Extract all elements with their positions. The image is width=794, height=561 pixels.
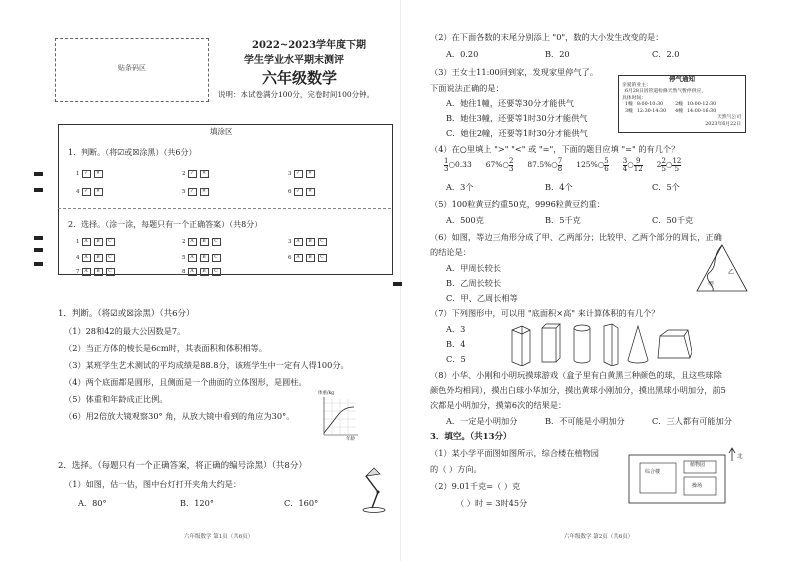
notice-line: 6月28日因管道检修天然气暂停供应， [625,89,707,94]
gas-notice [618,75,746,133]
q1-item: （6）用2倍放大镜观察30° 角，从放大镜中看到的角应为30°。 [64,411,295,421]
mc-bubble[interactable]: C [106,268,115,276]
tf-bubble-group [76,170,104,178]
mc-bubble[interactable]: C [318,254,327,262]
q3-1-question-cont: 的（ ）方向。 [430,464,482,474]
mc-bubble-group [182,254,222,262]
mc-bubble[interactable]: C [318,238,327,246]
notice-line: 亲爱的业主： [622,82,651,88]
q1-item: （2）当正方体的棱长是6cm时，其表面积和体积相等。 [64,343,267,353]
mc-bubble-group [76,238,116,246]
graph-x-label: 年龄 [346,437,355,442]
answer-sheet-sec1: 1．判断。（将☑或☒涂黑）（共6分） [68,148,197,157]
mc-number: 4 [76,255,80,261]
barcode-area [55,38,209,102]
mc-bubble[interactable]: A [82,268,91,276]
tf-number: 3 [288,171,292,177]
fraction: $\frac{9}{12}$ [633,157,643,173]
q2-4-question: （4）在○里填上 ">" "<" 或 "="，下面的题目应填 "=" 的有几个？ [430,144,680,154]
q2-2-option-c: C．2.0 [652,49,680,59]
fraction: $\frac{1}{3}$ [444,157,449,173]
graph-y-label: 体重/kg [318,391,335,396]
q2-5-option-b: B．5千克 [545,215,581,225]
mc-bubble[interactable]: B [200,254,209,262]
tf-bubble[interactable]: ✓ [188,188,197,196]
mc-bubble[interactable]: A [82,238,91,246]
q3-2-question: （2）9.01千克=（ ）克 [430,481,521,491]
mc-bubble[interactable]: B [94,268,103,276]
mc-bubble[interactable]: A [294,238,303,246]
solid-figures [508,322,692,366]
tf-bubble[interactable]: ✓ [294,170,303,178]
notice-cell: 10:00-12:30 [686,102,717,107]
q2-3-prompt: 下面说法正确的是： [430,83,504,93]
desk-lamp-image [356,462,392,514]
q1-item: （4）两个底面都是圆形，且侧面是一个曲面的立体图形，是圆柱。 [64,377,307,387]
mc-bubble[interactable]: B [94,254,103,262]
tf-bubble-group [76,188,104,196]
answer-sheet [58,124,393,275]
q2-8-option-c: C．三人都有可能加分 [652,416,732,426]
q2-5-question: （5）100粒黄豆约重50克，9996粒黄豆约重： [430,199,605,209]
q2-2-question: （2）在下面各数的末尾分别添上 "0"，数的大小发生改变的是： [430,32,664,42]
answer-sheet-divider [58,208,391,209]
triangle-label-jia: 甲 [708,281,715,288]
q1-item: （3）某班学生艺术测试的平均成绩是88.8分，该班学生中一定有人得100分。 [64,360,349,370]
mc-bubble[interactable]: A [188,254,197,262]
mc-bubble-group [76,268,116,276]
q2-3-question: （3）王女士11:00回到家，发现家里停气了。 [430,67,598,77]
school-map [628,447,742,505]
q2-7-option-c: C．5 [446,354,466,364]
q2-5-option-a: A．500克 [446,215,484,225]
q2-1-option-b: B．120° [180,498,214,508]
q2-1-option-c: C．160° [284,498,319,508]
q2-6-option-b: B．乙周长较长 [446,278,502,288]
mc-bubble[interactable]: B [200,268,209,276]
notice-title: 停气通知 [669,75,695,83]
mc-number: 5 [182,255,186,261]
comparison-expression: 125%○ $\frac{5}{6}$ [576,157,609,173]
map-label-garden: 植物园 [690,462,706,468]
tf-bubble[interactable]: ✕ [200,188,209,196]
right-page-footer: 六年级数学 第2页（共6页） [564,534,634,540]
answer-sheet-sec2: 2．选择。（涂一涂，每题只有一个正确答案）（共8分） [68,220,263,229]
mc-bubble-group [76,254,116,262]
title-exam: 学生学业水平期末测评 [244,55,344,66]
alignment-marker [34,188,43,192]
notice-date: 2023年6月22日 [705,121,741,127]
mc-bubble-group [288,238,328,246]
q2-6-option-c: C．甲、乙周长相等 [446,293,518,303]
q2-8-question-cont: 颜色外均相同），摸出白球小华加分，摸出黄球小刚加分，摸出黑球小明加分，前5 [430,385,726,395]
mc-number: 2 [182,239,186,245]
tf-number: 1 [76,171,80,177]
q1-item: （5）体重和年龄成正比例。 [64,394,168,404]
comparison-expression: $\frac{3}{4}$ ○ $\frac{9}{12}$ [622,157,643,173]
q2-3-option-a: A．她往1幢，还要等30分才能供气 [446,98,574,108]
tf-number: 5 [182,189,186,195]
alignment-marker [34,248,43,252]
mc-bubble[interactable]: C [106,238,115,246]
mc-bubble[interactable]: C [212,254,221,262]
q2-4-option-b: B．4个 [545,182,573,192]
tf-bubble[interactable]: ✓ [82,170,91,178]
comparison-expression: 67%○ $\frac{2}{3}$ [485,157,514,173]
q2-6-option-a: A．甲周长较长 [446,263,502,273]
mc-bubble[interactable]: C [212,238,221,246]
q2-4-option-a: A．3个 [446,182,474,192]
alignment-marker [34,172,43,176]
title-subject: 六年级数学 [262,69,338,87]
mc-number: 1 [76,239,80,245]
mc-bubble[interactable]: C [106,254,115,262]
mc-bubble[interactable]: B [94,238,103,246]
barcode-label: 贴条码区 [118,64,146,72]
page-divider [400,0,401,561]
q2-1-option-a: A．80° [78,498,107,508]
mc-bubble[interactable]: B [306,238,315,246]
q2-7-question: （7）下列图形中，可以用 "底面积×高" 来计算体积的有几个？ [430,308,660,318]
q2-3-option-c: C．她住2幢，还要等1时30分才能供气 [446,128,588,138]
tf-bubble-group [182,170,210,178]
q2-6-question: （6）如图，等边三角形分成了甲、乙两部分；比较甲、乙两个部分的周长，正确 [430,232,722,242]
mc-number: 8 [182,269,186,275]
q1-item: （1）28和42的最大公因数是7。 [64,326,186,336]
tf-bubble[interactable]: ✕ [200,170,209,178]
notice-cell: 2幢 [675,102,683,107]
fraction: $\frac{12}{5}$ [672,157,682,173]
q2-4-option-c: C．5个 [652,182,680,192]
notice-cell: 1幢 [625,102,633,107]
q2-8-question: （8）小华、小刚和小明玩摸球游戏（盒子里有白黄黑三种颜色的球，且这些球除 [430,370,722,380]
q3-title: 3．填空。（共13分） [430,432,512,442]
tf-bubble-group [288,188,316,196]
mc-bubble[interactable]: A [82,254,91,262]
tf-bubble[interactable]: ✕ [94,170,103,178]
mc-bubble[interactable]: A [188,268,197,276]
comparison-expression: 87.5%○ $\frac{7}{8}$ [527,157,563,173]
tf-bubble[interactable]: ✓ [188,170,197,178]
notice-cell: 4幢 [675,108,683,114]
q2-3-option-b: B．她住3幢，还要等1时30分才能供气 [446,113,588,123]
q2-8-option-a: A．一定是小明加分 [446,416,518,426]
tf-number: 6 [288,189,292,195]
mc-number: 6 [288,255,292,261]
fraction: $\frac{5}{6}$ [604,157,609,173]
triangle-label-yi: 乙 [728,269,735,276]
mc-number: 3 [288,239,292,245]
fraction: $\frac{3}{4}$ [622,157,628,173]
q2-8-question-cont: 次都是小明加分，摸第6次的结果是： [430,400,567,410]
mc-bubble[interactable]: B [200,238,209,246]
q2-8-option-b: B．不可能是小明加分 [545,416,625,426]
q2-4-expressions [444,158,681,173]
instructions: 说明：本试卷满分100分，完卷时间100分钟。 [218,90,375,99]
q2-1-question: （1）如图，估一估，图中台灯打开夹角大约是： [64,479,242,489]
notice-sign: 天然气公司 [717,115,741,120]
notice-cell: 8:00-10:30 [636,102,664,107]
notice-cell: 3幢 [625,108,633,114]
tf-bubble[interactable]: ✕ [306,188,315,196]
notice-cell: 12:30-14:30 [636,108,667,114]
comparison-expression: $\frac{1}{3}$ ○0.33 [444,157,472,173]
tf-bubble[interactable]: ✓ [82,188,91,196]
q2-2-option-a: A．0.20 [446,49,479,59]
alignment-marker [34,236,43,240]
tf-bubble[interactable]: ✓ [294,188,303,196]
fraction: $\frac{2}{5}$ [661,157,666,173]
mc-bubble-group [182,268,222,276]
mc-bubble[interactable]: A [294,254,303,262]
map-label-field: 操场 [692,483,703,489]
q2-title: 2．选择。（每题只有一个正确答案，将正确的编号涂黑）（共8分） [58,461,307,471]
q1-title: 1．判断。（将☑或☒涂黑）（共6分） [58,309,195,319]
notice-line: 具体时间： [622,95,646,101]
tf-bubble[interactable]: ✕ [94,188,103,196]
notice-cell: 14:00-16:30 [687,108,717,114]
map-label-complex: 综合楼 [645,469,661,475]
tf-number: 2 [182,171,186,177]
mc-bubble[interactable]: B [306,254,315,262]
fraction: $\frac{2}{3}$ [508,157,514,173]
q2-7-option-b: B．4 [446,339,466,349]
tf-bubble-group [182,188,210,196]
triangle-figure [695,243,749,295]
q2-6-question-cont: 的结论是： [430,247,471,257]
mc-bubble-group [182,238,222,246]
map-north-label: 北 [737,454,743,460]
q2-5-option-c: C．50千克 [652,215,694,225]
tf-bubble-group [288,170,316,178]
mc-bubble[interactable]: A [188,238,197,246]
mc-number: 7 [76,269,80,275]
comparison-expression: 2 $\frac{2}{5}$ ○ $\frac{12}{5}$ [656,157,682,173]
fraction: $\frac{7}{8}$ [557,157,563,173]
tf-bubble[interactable]: ✕ [306,170,315,178]
q2-7-option-a: A．3 [446,324,466,334]
alignment-marker [34,262,43,266]
title-year: 2022~2023学年度下期 [252,40,367,51]
q3-2-question-cont: （ ）时 = 3时45分 [456,498,528,508]
alignment-marker [393,282,402,286]
left-page-footer: 六年级数学 第1页（共6页） [184,534,254,540]
answer-sheet-heading: 填涂区 [210,127,233,136]
mc-bubble-group [288,254,328,262]
mc-bubble[interactable]: C [212,268,221,276]
q2-2-option-b: B．20 [545,49,570,59]
q3-1-question: （1）某小学平面图如图所示，综合楼在植物园 [430,448,599,458]
tf-number: 4 [76,189,80,195]
